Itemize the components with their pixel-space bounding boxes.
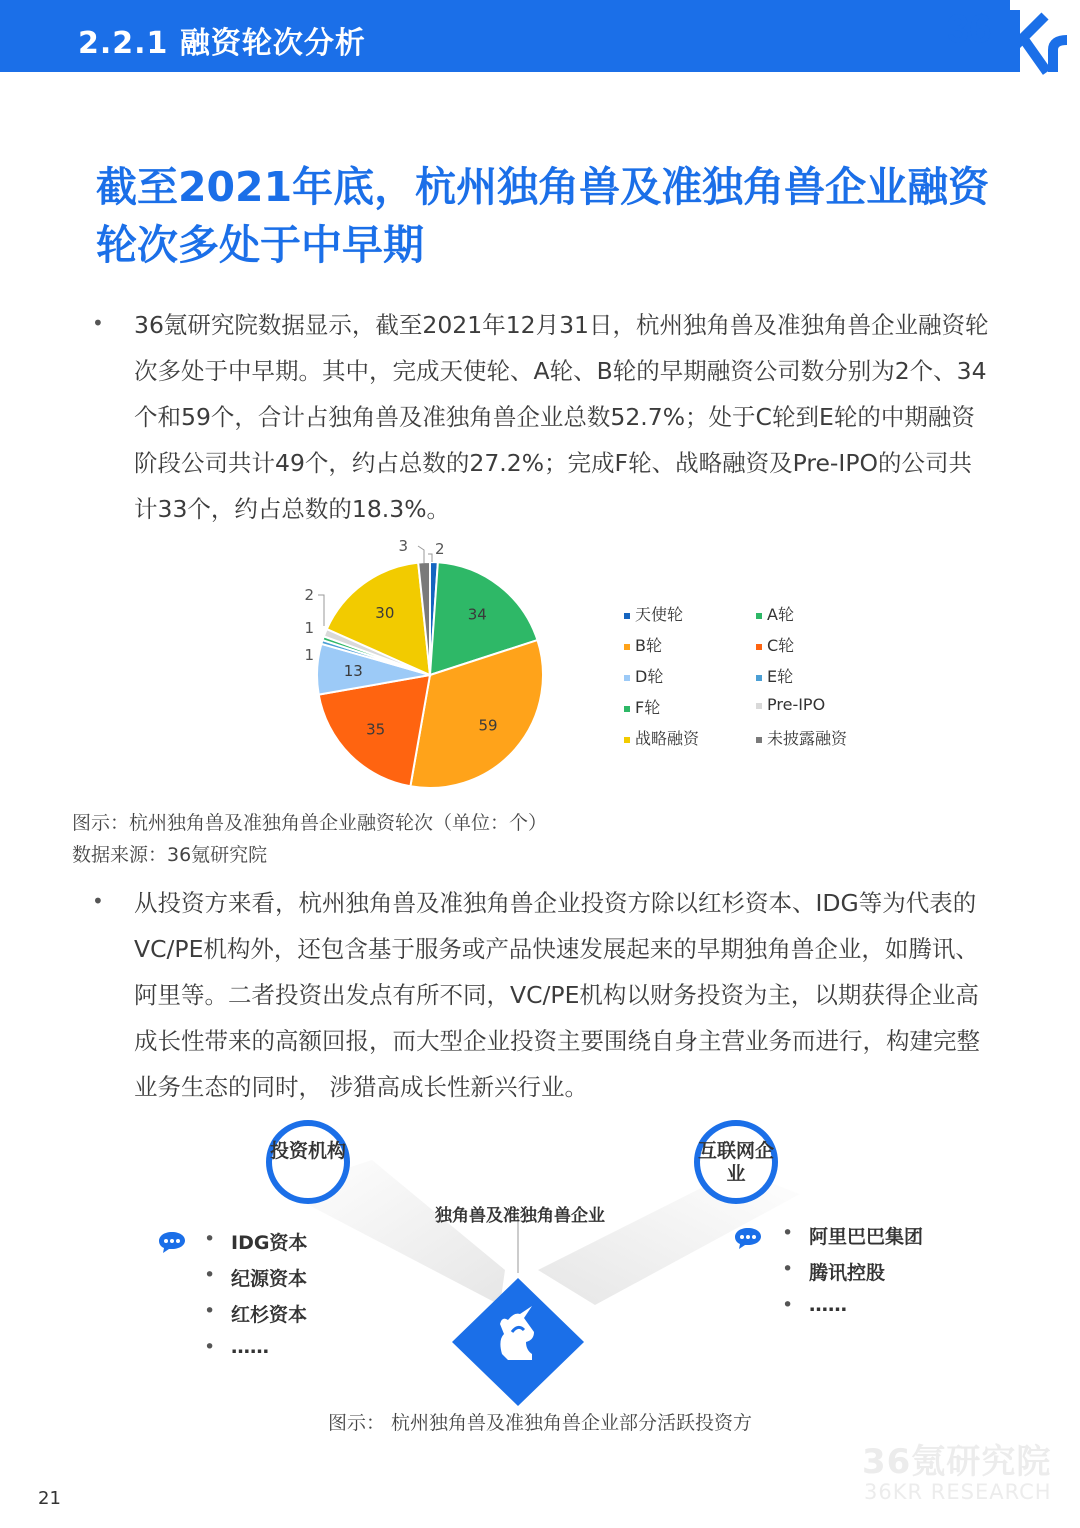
- legend-label: B轮: [635, 636, 662, 655]
- legend-label: F轮: [635, 698, 661, 717]
- pie-data-label: 30: [375, 603, 395, 622]
- bullet-marker: •: [92, 311, 104, 335]
- internet-company-list: [782, 1222, 923, 1330]
- page-title: 截至2021年底，杭州独角兽及准独角兽企业融资轮次多处于中早期: [96, 163, 990, 269]
- paragraph-investors: 从投资方来看，杭州独角兽及准独角兽企业投资方除以红杉资本、IDG等为代表的VC/PE机构外，还包含基于服务或产品快速发展起来的早期独角兽企业，如腾讯、阿里等。二者投资出发点有所不同，VC/PE机构以财务投资为主，以期获得企业高成长性带来的高额回报，而大型企业投资主要围绕自身主营业务而进行，构建完整业务生态的同时， 涉猎高成长性新兴行业。: [134, 889, 980, 1101]
- legend-label: E轮: [767, 667, 794, 686]
- legend-item: [756, 602, 794, 625]
- svg-text:36: 36: [947, 7, 992, 51]
- legend-swatch: [756, 703, 762, 709]
- chart-caption: 图示：杭州独角兽及准独角兽企业融资轮次（单位：个）: [72, 812, 548, 834]
- watermark-cn: 36氪研究院: [862, 1442, 1052, 1482]
- chart-source: 数据来源：36氪研究院: [72, 844, 268, 866]
- chat-bubble-icon: [733, 1226, 763, 1250]
- legend-label: 天使轮: [635, 605, 684, 624]
- legend-swatch: [756, 613, 762, 619]
- legend-label: C轮: [767, 636, 795, 655]
- legend-label: Pre-IPO: [767, 695, 826, 714]
- leader-line: [318, 595, 324, 626]
- list-item: • 纪源资本: [204, 1264, 307, 1300]
- legend-swatch: [756, 644, 762, 650]
- bullet-marker: •: [92, 889, 104, 913]
- center-label: 独角兽及准独角兽企业: [435, 1206, 605, 1226]
- list-item: • ……: [204, 1336, 307, 1372]
- investor-list: [204, 1228, 307, 1372]
- legend-item: [756, 664, 793, 687]
- pie-data-label: 1: [304, 619, 314, 637]
- legend-label: A轮: [767, 605, 794, 624]
- section-title: 2.2.1 融资轮次分析: [78, 26, 366, 61]
- chat-bubble-icon: [157, 1230, 187, 1254]
- legend-label: 战略融资: [635, 729, 700, 748]
- paragraph-financing-rounds: 36氪研究院数据显示，截至2021年12月31日，杭州独角兽及准独角兽企业融资轮次多处于中早期。其中，完成天使轮、A轮、B轮的早期融资公司数分别为2个、34个和59个，合计占独角兽及准独角兽企业总数52.7%；处于C轮到E轮的中期融资阶段公司共计49个，约占总数的27.2%；完成F轮、战略融资及Pre-IPO的公司共计33个，约占总数的18.3%。: [134, 311, 989, 523]
- pie-data-label: 2: [304, 586, 314, 604]
- legend-item: [624, 726, 699, 749]
- legend-item: [624, 602, 683, 625]
- leader-line: [428, 554, 432, 562]
- legend-swatch: [624, 613, 630, 619]
- internet-circle-label: 互联网企业: [697, 1140, 774, 1185]
- pie-data-label: 13: [343, 661, 363, 680]
- list-item: • 腾讯控股: [782, 1258, 923, 1294]
- leader-line: [418, 546, 424, 563]
- list-item: • ……: [782, 1294, 923, 1330]
- list-item: • 阿里巴巴集团: [782, 1222, 923, 1258]
- pie-data-label: 35: [366, 720, 386, 739]
- legend-swatch: [624, 675, 630, 681]
- pie-data-label: 34: [467, 605, 487, 624]
- legend-item: [624, 664, 663, 687]
- investor-circle-label: 投资机构: [269, 1140, 346, 1162]
- legend-item: [624, 695, 660, 718]
- pie-data-label: 3: [398, 537, 408, 555]
- list-item: • IDG资本: [204, 1228, 307, 1264]
- legend-label: 未披露融资: [767, 729, 848, 748]
- list-item: • 红杉资本: [204, 1300, 307, 1336]
- 36kr-logo: [945, 0, 1080, 76]
- legend-swatch: [624, 706, 630, 712]
- page-number: 21: [38, 1488, 61, 1509]
- legend-label: D轮: [635, 667, 664, 686]
- legend-item: [756, 726, 847, 749]
- legend-swatch: [756, 675, 762, 681]
- financing-rounds-pie-chart: [290, 530, 590, 800]
- legend-item: [624, 633, 662, 656]
- pie-data-label: 1: [304, 646, 314, 664]
- legend-swatch: [624, 737, 630, 743]
- diagram-caption: 图示： 杭州独角兽及准独角兽企业部分活跃投资方: [327, 1412, 753, 1434]
- legend-swatch: [756, 737, 762, 743]
- legend-item: [756, 633, 794, 656]
- watermark-en: 36KR RESEARCH: [864, 1480, 1052, 1504]
- legend-swatch: [624, 644, 630, 650]
- pie-data-label: 59: [478, 716, 498, 735]
- legend-item: [756, 695, 825, 714]
- pie-data-label: 2: [435, 540, 445, 558]
